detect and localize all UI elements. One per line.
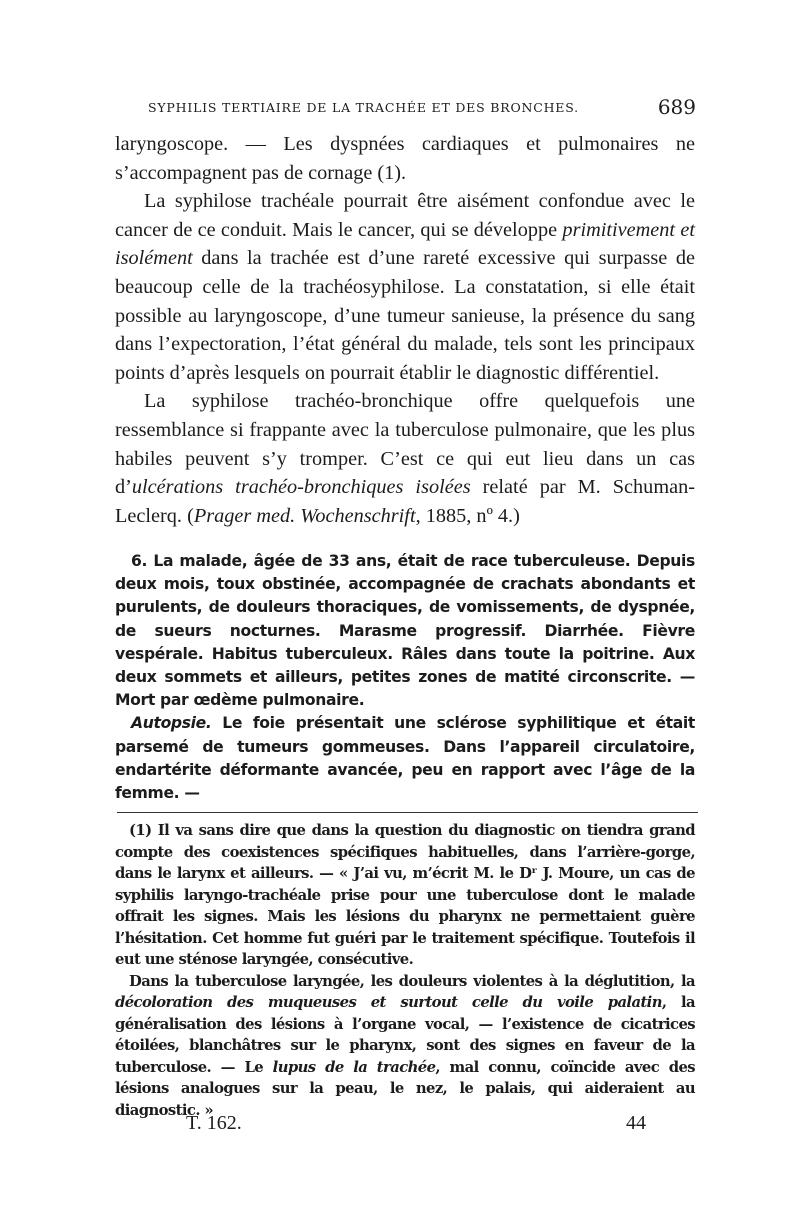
volume-mark: T. 162. — [186, 1112, 242, 1134]
footnote-paragraph-1: (1) Il va sans dire que dans la question du diagnostic on tiendra grand compte des coexistences spécifiques habituelles, dans l’arrière-gorge, dans le larynx et ailleurs. — « J’ai vu, m’écrit M. le Dʳ J. Moure, un cas de syphilis laryngo-trachéale prise pour une tuberculose dont le malade offrait les signes. Mais les lésions du pharynx ne permettaient guère l’hésitation. Cet homme fut guéri par le traitement spécifique. Toutefois il eut une sténose laryngée, consécutive. — [115, 822, 695, 968]
running-title: SYPHILIS TERTIAIRE DE LA TRACHÉE ET DES BRONCHES. — [148, 100, 579, 115]
paragraph-2: La syphilose trachéale pourrait être aisément confondue avec le cancer de ce conduit. Mais le cancer, qui se développe primitivement et isolément dans la trachée est d’une rareté excessive qui surpasse de beaucoup celle de la trachéosyphilose. La constatation, si elle était possible au laryngoscope, d’une tumeur sanieuse, la présence du sang dans l’expectoration, l’état général du malade, tels sont les principaux points d’après lesquels on pourrait établir le diagnostic différentiel. — [115, 190, 695, 384]
paragraph-3: La syphilose trachéo-bronchique offre quelquefois une ressemblance si frappante avec la tuberculose pulmonaire, que les plus habiles peuvent s’y tromper. C’est ce qui eut lieu dans un cas d’ulcérations trachéo-bronchiques isolées relaté par M. Schuman-Leclerq. (Prager med. Wochenschrift, 1885, nº 4.) — [115, 390, 695, 527]
case-paragraph-2: Autopsie. Le foie présentait une sclérose syphilitique et était parsemé de tumeurs gommeuses. Dans l’appareil circulatoire, endartérite déformante avancée, peu en rapport avec l’âge de la femme. — — [115, 714, 695, 803]
footnote-paragraph-2: Dans la tuberculose laryngée, les douleurs violentes à la déglutition, la décoloration des muqueuses et surtout celle du voile palatin, la généralisation des lésions à l’organe vocal, — l’existence de cicatrices étoilées, blanchâtres sur le pharynx, sont des signes en faveur de la tuberculose. — Le lupus de la trachée, mal connu, coïncide avec des lésions analogues sur la peau, le nez, le palais, qui aideraient au diagnostic. » — [115, 972, 695, 1119]
page-number: 689 — [657, 95, 696, 119]
case-paragraph-1: 6. La malade, âgée de 33 ans, était de race tuberculeuse. Depuis deux mois, toux obstinée, accompagnée de crachats abondants et purulents, de douleurs thoraciques, de vomissements, de dyspnée, de sueurs nocturnes. Marasme progressif. Diarrhée. Fièvre vespérale. Habitus tuberculeux. Râles dans toute la poitrine. Aux deux sommets et ailleurs, petites zones de matité circonscrite. — Mort par œdème pulmonaire. — [115, 552, 695, 710]
footnote — [115, 820, 695, 1121]
case-report — [115, 550, 695, 805]
sheet-signature: 44 — [626, 1112, 646, 1134]
main-text — [115, 130, 695, 530]
paragraph-1: laryngoscope. — Les dyspnées cardiaques et pulmonaires ne s’accompagnent pas de cornage (1). — [115, 133, 695, 184]
footnote-divider — [117, 812, 698, 813]
running-header — [148, 95, 696, 119]
